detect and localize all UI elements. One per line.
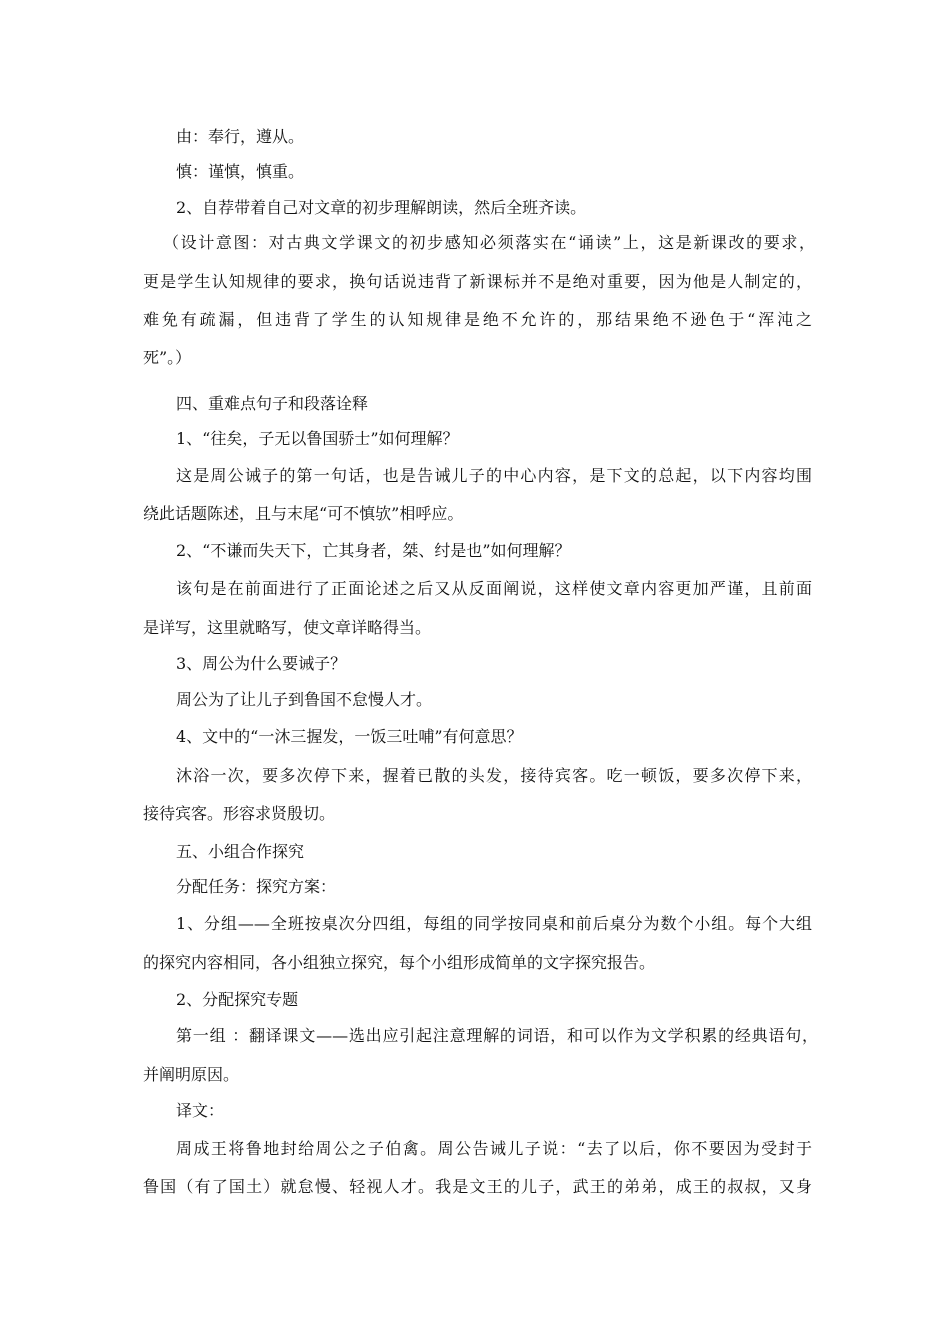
text-line: 由：奉行，遵从。 bbox=[176, 127, 305, 146]
text-line: 2、自荐带着自己对文章的初步理解朗读，然后全班齐读。 bbox=[176, 198, 587, 217]
text-line: 鲁国（有了国土）就怠慢、轻视人才。我是文王的儿子，武王的弟弟，成王的叔叔，又身 bbox=[143, 1177, 812, 1196]
text-line: 1、分组——全班按桌次分四组，每组的同学按同桌和前后桌分为数个小组。每个大组 bbox=[176, 914, 812, 933]
text-line: 译文： bbox=[176, 1101, 225, 1120]
text-line: 该句是在前面进行了正面论述之后又从反面阐说，这样使文章内容更加严谨，且前面 bbox=[176, 579, 812, 598]
text-line: 慎：谨慎，慎重。 bbox=[176, 162, 305, 181]
text-line: 接待宾客。形容求贤殷切。 bbox=[143, 804, 336, 823]
text-line: 沐浴一次，要多次停下来，握着已散的头发，接待宾客。吃一顿饭，要多次停下来， bbox=[176, 766, 812, 785]
text-line: 是详写，这里就略写，使文章详略得当。 bbox=[143, 618, 432, 637]
text-line: 更是学生认知规律的要求，换句话说违背了新课标并不是绝对重要，因为他是人制定的， bbox=[143, 272, 812, 291]
text-line: 这是周公诫子的第一句话，也是告诫儿子的中心内容，是下文的总起，以下内容均围 bbox=[176, 466, 812, 485]
section-heading: 五、小组合作探究 bbox=[176, 842, 305, 861]
text-line: 绕此话题陈述，且与末尾“可不慎欤”相呼应。 bbox=[143, 504, 464, 523]
question: 3、周公为什么要诫子？ bbox=[176, 654, 347, 673]
text-line: 的探究内容相同，各小组独立探究，每个小组形成简单的文字探究报告。 bbox=[143, 953, 656, 972]
question: 1、“往矣，子无以鲁国骄士”如何理解？ bbox=[176, 429, 459, 448]
text-line: 死”。） bbox=[143, 348, 192, 367]
question: 4、文中的“一沐三握发，一饭三吐哺”有何意思？ bbox=[176, 727, 523, 746]
text-line: 难免有疏漏，但违背了学生的认知规律是绝不允许的，那结果绝不逊色于“浑沌之 bbox=[143, 310, 812, 329]
text-line: 并阐明原因。 bbox=[143, 1065, 240, 1084]
text-line: （设计意图：对古典文学课文的初步感知必须落实在“诵读”上，这是新课改的要求， bbox=[163, 233, 815, 252]
text-line: 第一组 ：翻译课文——选出应引起注意理解的词语，和可以作为文学积累的经典语句， bbox=[176, 1026, 818, 1045]
text-line: 分配任务：探究方案： bbox=[176, 877, 337, 896]
text-line: 周公为了让儿子到鲁国不怠慢人才。 bbox=[176, 690, 433, 709]
question: 2、“不谦而失天下，亡其身者，桀、纣是也”如何理解？ bbox=[176, 541, 571, 560]
text-line: 周成王将鲁地封给周公之子伯禽。周公告诫儿子说：“去了以后，你不要因为受封于 bbox=[176, 1139, 812, 1158]
text-line: 2、分配探究专题 bbox=[176, 990, 299, 1009]
section-heading: 四、重难点句子和段落诠释 bbox=[176, 394, 369, 413]
